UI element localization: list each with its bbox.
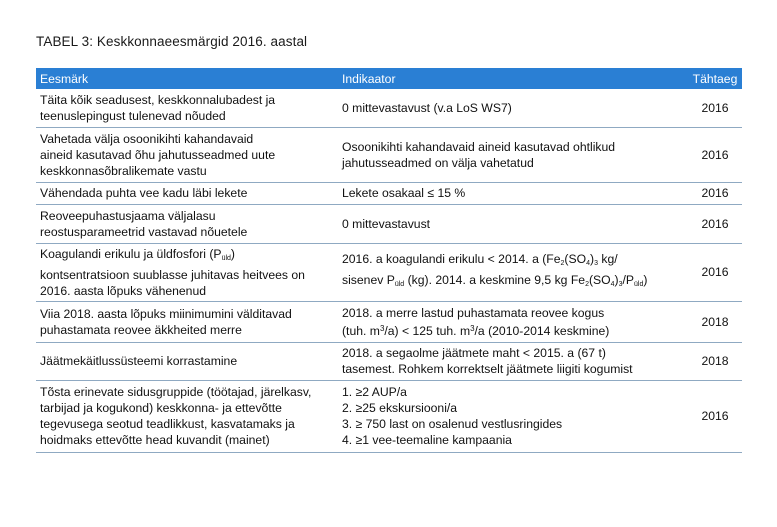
subscript-text: 4 — [586, 260, 590, 267]
indicator-line: jahutusseadmed on välja vahetatud — [342, 155, 534, 170]
deadline-cell: 2016 — [680, 243, 742, 301]
indicator-text: /P — [622, 273, 635, 287]
table-row — [36, 204, 742, 243]
column-header-deadline: Tähtaeg — [680, 68, 742, 89]
goal-text: ) — [230, 246, 235, 261]
goal-line: Tõsta erinevate sidusgruppide (töötajad, järelkasv, — [40, 385, 312, 399]
subscript-text: 3 — [594, 260, 598, 267]
table-row — [36, 342, 742, 380]
goal-line: aineid kasutavad õhu jahutusseadmed uute — [40, 147, 276, 162]
goal-line: kontsentratsioon suublasse juhitavas heitvees on — [40, 267, 305, 282]
goal-line: keskkonnasõbralikemate vastu — [40, 163, 207, 178]
column-header-indicator: Indikaator — [338, 68, 680, 89]
superscript-text: 3 — [379, 323, 385, 333]
indicator-text: ) — [590, 252, 595, 266]
indicator-line: tasemest. Rohkem korrektselt jäätmete liigiti kogumist — [342, 362, 633, 376]
indicator-cell — [338, 182, 680, 204]
environmental-goals-table — [36, 68, 742, 453]
indicator-line: 0 mittevastavust (v.a LoS WS7) — [342, 100, 512, 115]
indicator-text: 2018. a merre lastud puhastamata reovee kogus — [342, 305, 605, 320]
indicator-line: 4. ≥1 vee-teemaline kampaania — [342, 433, 512, 447]
goal-line: puhastamata reovee äkkheited merre — [40, 322, 242, 337]
superscript-text: 3 — [470, 323, 475, 333]
indicator-text: (SO — [588, 273, 611, 287]
header-row — [36, 68, 742, 89]
table-row — [36, 127, 742, 182]
deadline-cell: 2016 — [680, 89, 742, 127]
goal-line: Täita kõik seadusest, keskkonnalubadest ja — [40, 92, 276, 107]
goal-cell — [36, 204, 338, 243]
goal-cell — [36, 89, 338, 127]
indicator-line: 3. ≥ 750 last on osalenud vestlusringides — [342, 417, 563, 431]
indicator-cell — [338, 127, 680, 182]
deadline-cell: 2018 — [680, 342, 742, 380]
indicator-cell — [338, 204, 680, 243]
indicator-cell — [338, 380, 680, 452]
goal-cell — [36, 243, 338, 301]
indicator-line: Lekete osakaal ≤ 15 % — [342, 186, 466, 200]
subscript-text: üld — [221, 254, 231, 262]
indicator-cell — [338, 301, 680, 342]
indicator-cell — [338, 243, 680, 301]
indicator-text: (SO — [564, 252, 587, 266]
goal-line: hoidmaks ettevõtte head kuvandit (mainet) — [40, 433, 270, 447]
goal-line: tegevusega seotud teadlikkust, kasvatamaks ja — [40, 417, 295, 431]
table-row — [36, 380, 742, 452]
goal-line: reostusparameetrid vastavad nõuetele — [40, 224, 248, 239]
indicator-text: ) — [643, 273, 648, 287]
goal-line: Viia 2018. aasta lõpuks miinimumini välditavad — [40, 306, 292, 321]
goal-line: Jäätmekäitlussüsteemi korrastamine — [40, 354, 238, 368]
goal-line: teenuslepingust tulenevad nõuded — [40, 108, 226, 123]
column-header-goal: Eesmärk — [36, 68, 338, 89]
subscript-text: 3 — [618, 281, 623, 288]
deadline-cell: 2016 — [680, 127, 742, 182]
indicator-line: Osoonikihti kahandavaid aineid kasutavad ohtlikud — [342, 139, 616, 154]
subscript-text: üld — [394, 281, 405, 288]
goal-cell — [36, 342, 338, 380]
goal-line: Vahetada välja osoonikihti kahandavaid — [40, 131, 254, 146]
indicator-line: 2. ≥25 ekskursiooni/a — [342, 401, 458, 415]
goal-line: tarbijad ja kogukond) keskkonna- ja ettevõtte — [40, 401, 282, 415]
indicator-text: (tuh. m — [342, 323, 380, 338]
table-body — [36, 89, 742, 452]
indicator-cell — [338, 89, 680, 127]
table-row — [36, 243, 742, 301]
goal-line: 2016. aasta lõpuks vähenenud — [40, 283, 207, 298]
table-row — [36, 89, 742, 127]
goal-text: Koagulandi erikulu ja üldfosfori (P — [40, 246, 222, 261]
deadline-cell: 2016 — [680, 380, 742, 452]
table-row — [36, 182, 742, 204]
table-header — [36, 68, 742, 89]
indicator-text: kg/ — [597, 252, 618, 266]
indicator-text: ) — [614, 273, 619, 287]
table-caption: TABEL 3: Keskkonnaeesmärgid 2016. aastal — [36, 34, 308, 49]
subscript-text: 4 — [610, 281, 615, 288]
goal-line: Reoveepuhastusjaama väljalasu — [40, 208, 216, 223]
goal-cell — [36, 301, 338, 342]
deadline-cell: 2018 — [680, 301, 742, 342]
deadline-cell: 2016 — [680, 204, 742, 243]
indicator-line: 1. ≥2 AUP/a — [342, 385, 407, 399]
indicator-text: /a) < 125 tuh. m — [384, 323, 471, 338]
goal-cell — [36, 182, 338, 204]
subscript-text: üld — [634, 281, 644, 288]
indicator-text: 2016. a koagulandi erikulu < 2014. a (Fe — [342, 252, 561, 266]
deadline-cell: 2016 — [680, 182, 742, 204]
indicator-text: (kg). 2014. a keskmine 9,5 kg Fe — [404, 273, 586, 287]
indicator-text: /a (2010-2014 keskmine) — [474, 323, 610, 338]
subscript-text: 2 — [585, 281, 589, 288]
indicator-line: 0 mittevastavust — [342, 216, 431, 231]
goal-cell — [36, 127, 338, 182]
subscript-text: 2 — [560, 260, 565, 267]
goal-line: Vähendada puhta vee kadu läbi lekete — [40, 186, 248, 200]
indicator-text: sisenev P — [342, 273, 395, 287]
table-row — [36, 301, 742, 342]
goal-cell — [36, 380, 338, 452]
indicator-line: 2018. a segaolme jäätmete maht < 2015. a (67 t) — [342, 346, 606, 360]
indicator-cell — [338, 342, 680, 380]
